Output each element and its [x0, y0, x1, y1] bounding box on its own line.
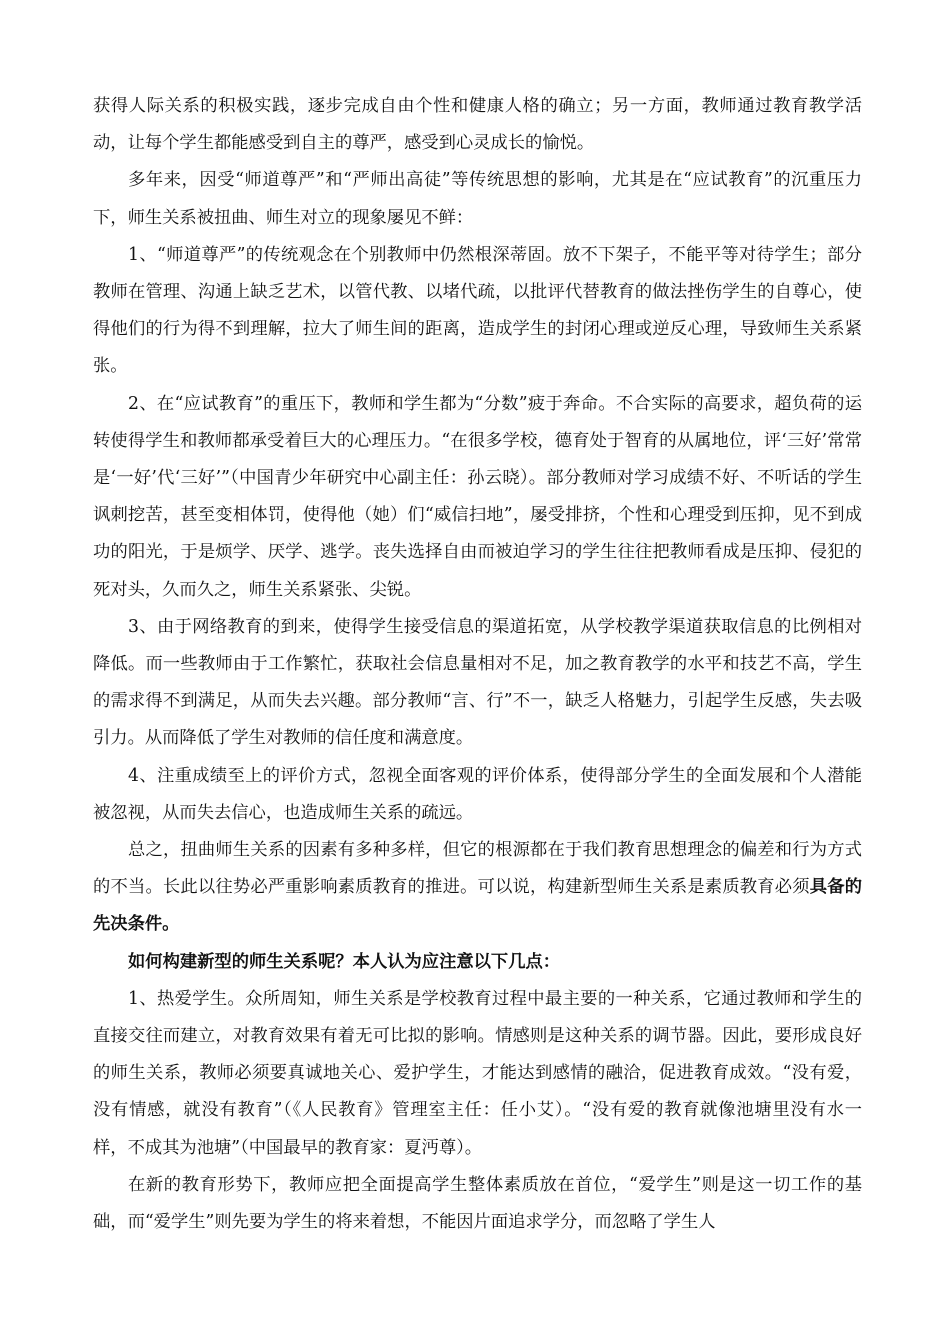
section-heading: 如何构建新型的师生关系呢？本人认为应注意以下几点：	[128, 951, 561, 972]
summary-text: 总之，扭曲师生关系的因素有多种多样，但它的根源都在于我们教育思想理念的偏差和行为方式的不当。长此以往势必严重影响素质教育的推进。可以说，构建新型师生关系是素质教育必须	[93, 840, 862, 898]
summary-bold-tail: 具备的先决条件。	[93, 877, 862, 935]
paragraph-point-4: 4、注重成绩至上的评价方式，忽视全面客观的评价体系，使得部分学生的全面发展和个人潜能被忽视，从而失去信心，也造成师生关系的疏远。	[93, 765, 862, 823]
paragraph-new-situation: 在新的教育形势下，教师应把全面提高学生整体素质放在首位，“爱学生”则是这一切工作的基础，而“爱学生”则先要为学生的将来着想，不能因片面追求学分，而忽略了学生人	[93, 1174, 862, 1233]
paragraph-point-1: 1、“师道尊严”的传统观念在个别教师中仍然根深蒂固。放不下架子，不能平等对待学生；部分教师在管理、沟通上缺乏艺术，以管代教、以堵代疏，以批评代替教育的做法挫伤学生的自尊心，使得他们的行为得不到理解，拉大了师生间的距离，造成学生的封闭心理或逆反心理，导致师生关系紧张。	[93, 244, 862, 377]
paragraph-love-students: 1、热爱学生。众所周知，师生关系是学校教育过程中最主要的一种关系，它通过教师和学生的直接交往而建立，对教育效果有着无可比拟的影响。情感则是这种关系的调节器。因此，要形成良好的师生关系，教师必须要真诚地关心、爱护学生，才能达到感情的融洽，促进教育成效。“没有爱，没有情感，就没有教育”（《人民教育》管理室主任：任小艾）。“没有爱的教育就像池塘里没有水一样，不成其为池塘”（中国最早的教育家：夏沔尊）。	[93, 988, 862, 1158]
paragraph-continuation: 获得人际关系的积极实践，逐步完成自由个性和健康人格的确立；另一方面，教师通过教育教学活动，让每个学生都能感受到自主的尊严，感受到心灵成长的愉悦。	[93, 96, 862, 154]
paragraph-intro: 多年来，因受“师道尊严”和“严师出高徒”等传统思想的影响，尤其是在“应试教育”的沉重压力下，师生关系被扭曲、师生对立的现象屡见不鲜：	[93, 170, 862, 228]
paragraph-summary	[93, 832, 862, 944]
paragraph-point-3: 3、由于网络教育的到来，使得学生接受信息的渠道拓宽，从学校教学渠道获取信息的比例相对降低。而一些教师由于工作繁忙，获取社会信息量相对不足，加之教育教学的水平和技艺不高，学生的需求得不到满足，从而失去兴趣。部分教师“言、行”不一，缺乏人格魅力，引起学生反感，失去吸引力。从而降低了学生对教师的信任度和满意度。	[93, 616, 862, 749]
paragraph-point-2: 2、在“应试教育”的重压下，教师和学生都为“分数”疲于奔命。不合实际的高要求，超负荷的运转使得学生和教师都承受着巨大的心理压力。“在很多学校，德育处于智育的从属地位，评‘三好’常常是‘一好’代‘三好’”（中国青少年研究中心副主任：孙云晓）。部分教师对学习成绩不好、不听话的学生讽刺挖苦，甚至变相体罚，使得他（她）们“威信扫地”，屡受排挤，个性和心理受到压抑，见不到成功的阳光，于是烦学、厌学、逃学。丧失选择自由而被迫学习的学生往往把教师看成是压抑、侵犯的死对头，久而久之，师生关系紧张、尖锐。	[93, 393, 862, 600]
